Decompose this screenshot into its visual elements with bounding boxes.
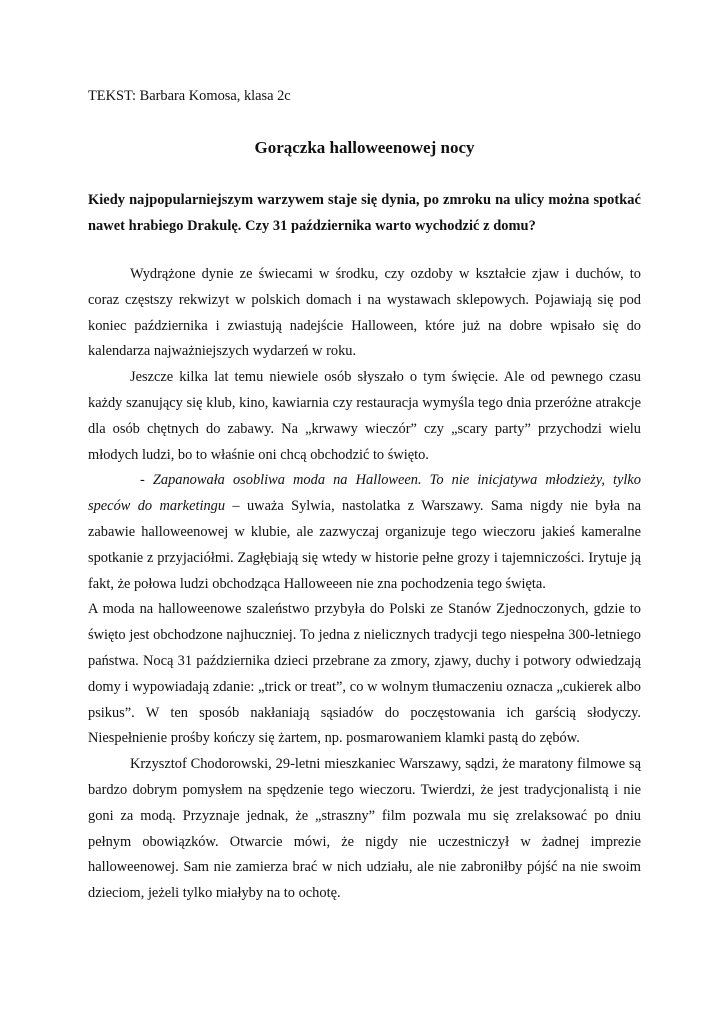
article-title: Gorączka halloweenowej nocy (254, 138, 475, 157)
paragraph-2: Jeszcze kilka lat temu niewiele osób słyszało o tym święcie. Ale od pewnego czasu każdy szanujący się klub, kino, kawiarnia czy restauracja wymyśla tego dnia przeróżne atrakcje dla osób chętnych do zabawy. Na „krwawy wieczór” czy „scary party” przychodzi wielu młodych ludzi, bo to właśnie oni chcą obchodzić to święto. (88, 369, 641, 463)
article-lead: Kiedy najpopularniejszym warzywem staje się dynia, po zmroku na ulicy można spotkać nawet hrabiego Drakulę. Czy 31 października warto wychodzić z domu? (88, 192, 641, 234)
article-body (88, 262, 641, 907)
paragraph-3-rest: – uważa Sylwia, nastolatka z Warszawy. Sama nigdy nie była na zabawie halloweenowej w klubie, ale zazwyczaj organizuje tego wieczoru jakieś kameralne spotkanie z przyjaciółmi. Zagłębiają się wtedy w historie pełne grozy i tajemniczości. Irytuje ją fakt, że połowa ludzi obchodząca Halloweeen nie zna pochodzenia tego święta. (88, 498, 641, 592)
paragraph-3 (88, 468, 641, 597)
paragraph-1: Wydrążone dynie ze świecami w środku, czy ozdoby w kształcie zjaw i duchów, to coraz częstszy rekwizyt w polskich domach i na wystawach sklepowych. Pojawiają się pod koniec października i zwiastują nadejście Halloween, które już na dobre wpisało się do kalendarza najważniejszych wydarzeń w roku. (88, 266, 641, 360)
document-page (88, 86, 641, 907)
quote-text: - Zapanowała osobliwa moda na Halloween. To nie inicjatywa młodzieży, tylko speców do marketingu (88, 472, 641, 515)
paragraph-5: Krzysztof Chodorowski, 29-letni mieszkaniec Warszawy, sądzi, że maratony filmowe są bardzo dobrym pomysłem na spędzenie tego wieczoru. Twierdzi, że jest tradycjonalistą i nie goni za modą. Przyznaje jednak, że „straszny” film pozwala mu się zrelaksować po dniu pełnym obowiązków. Otwarcie mówi, że nigdy nie uczestniczył w żadnej imprezie halloweenowej. Sam nie zamierza brać w nich udziału, ale nie zabroniłby pójść na nie swoim dzieciom, jeżeli tylko miałyby na to ochotę. (88, 756, 641, 902)
paragraph-4: A moda na halloweenowe szaleństwo przybyła do Polski ze Stanów Zjednoczonych, gdzie to święto jest obchodzone najhuczniej. To jedna z nielicznych tradycji tego niespełna 300-letniego państwa. Nocą 31 października dzieci przebrane za zmory, zjawy, duchy i potwory odwiedzają domy i wypowiadają zdanie: „trick or treat”, co w wolnym tłumaczeniu oznacza „cukierek albo psikus”. W ten sposób nakłaniają sąsiadów do poczęstowania ich garścią słodyczy. Niespełnienie prośby kończy się żartem, np. posmarowaniem klamki pastą do zębów. (88, 601, 641, 747)
byline: TEKST: Barbara Komosa, klasa 2c (88, 88, 291, 104)
